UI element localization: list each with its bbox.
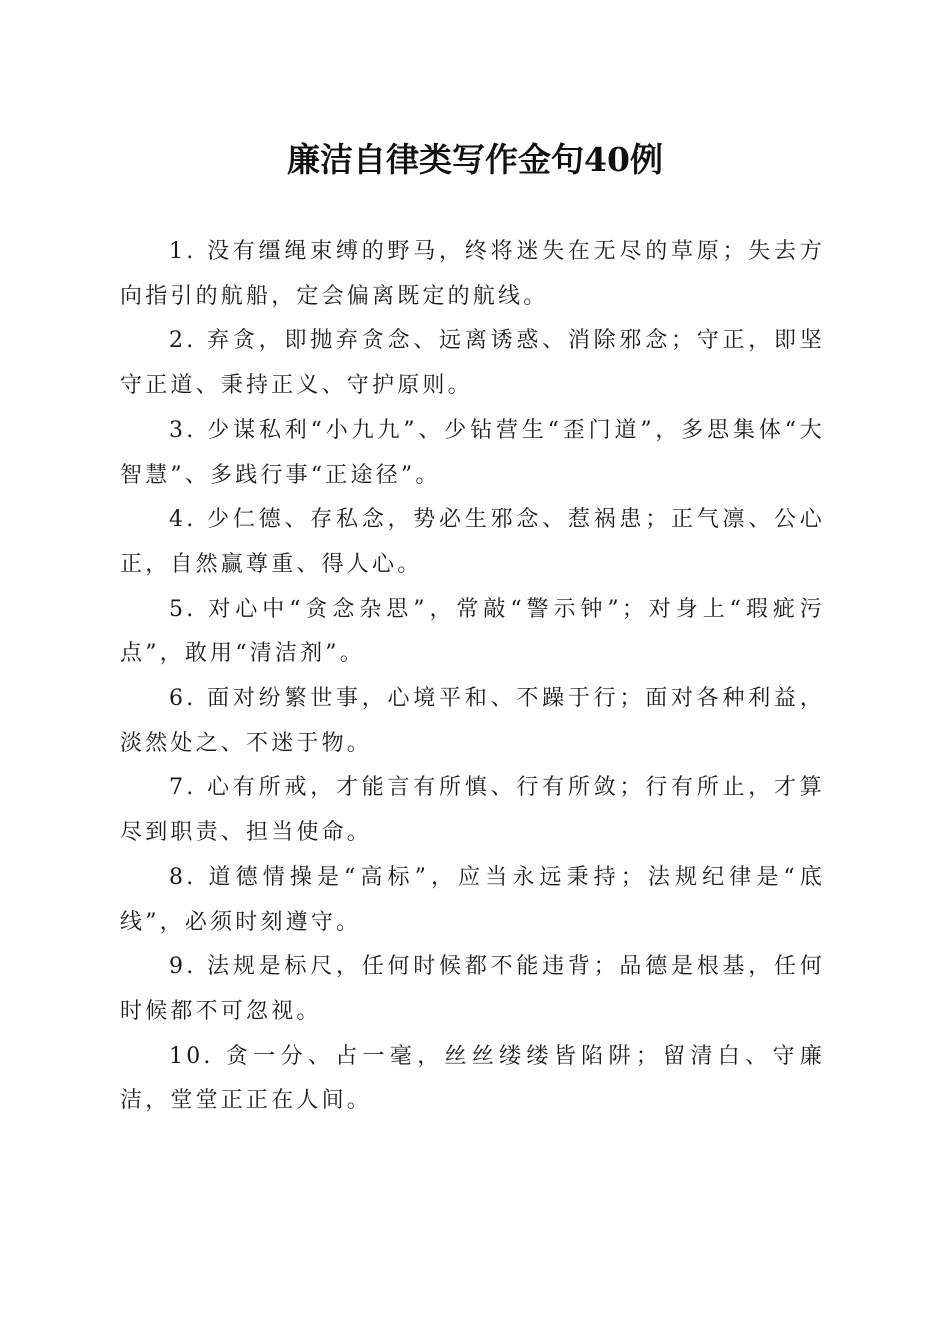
paragraph-9: 9. 法规是标尺，任何时候都不能违背；品德是根基，任何时候都不可忽视。 xyxy=(120,954,825,1024)
document-body xyxy=(120,230,825,1124)
document-title: 廉洁自律类写作金句40例 xyxy=(287,140,663,179)
paragraph-2: 2. 弃贪，即抛弃贪念、远离诱惑、消除邪念；守正，即坚守正道、秉持正义、守护原则。 xyxy=(120,328,825,399)
paragraph-5: 5. 对心中“贪念杂思”，常敲“警示钟”；对身上“瑕疵污点”，敢用“清洁剂”。 xyxy=(120,596,825,667)
paragraph-3: 3. 少谋私利“小九九”、少钻营生“歪门道”，多思集体“大智慧”、多践行事“正途径”。 xyxy=(120,417,825,488)
paragraph-4: 4. 少仁德、存私念，势必生邪念、惹祸患；正气凛、公心正，自然赢尊重、得人心。 xyxy=(120,507,825,577)
paragraph-8: 8. 道德情操是“高标”，应当永远秉持；法规纪律是“底线”，必须时刻遵守。 xyxy=(120,864,825,935)
paragraph-6: 6. 面对纷繁世事，心境平和、不躁于行；面对各种利益，淡然处之、不迷于物。 xyxy=(120,686,825,756)
paragraph-1: 1. 没有缰绳束缚的野马，终将迷失在无尽的草原；失去方向指引的航船，定会偏离既定的航线。 xyxy=(120,239,825,309)
paragraph-7: 7. 心有所戒，才能言有所慎、行有所敛；行有所止，才算尽到职责、担当使命。 xyxy=(120,775,825,846)
paragraph-10: 10. 贪一分、占一毫，丝丝缕缕皆陷阱；留清白、守廉洁，堂堂正正在人间。 xyxy=(120,1043,825,1114)
